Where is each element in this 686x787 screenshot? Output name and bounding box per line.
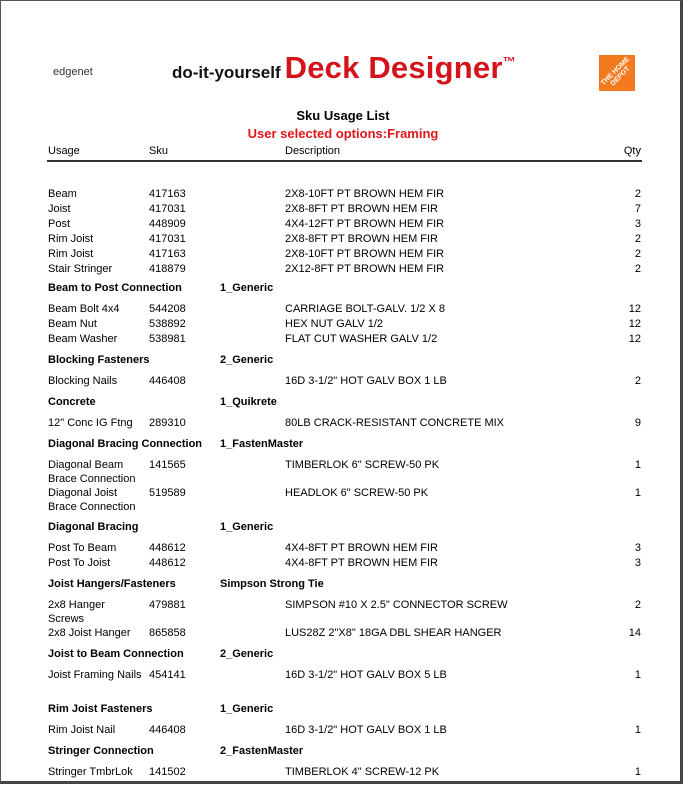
group-brand: 2_Generic bbox=[220, 354, 274, 366]
sku-cell: 289310 bbox=[149, 417, 186, 429]
qty-cell: 2 bbox=[634, 233, 641, 245]
qty-cell: 2 bbox=[634, 599, 641, 611]
logo-text: THE HOME DEPOT bbox=[599, 55, 632, 88]
edgenet-brand: edgenet bbox=[53, 66, 93, 78]
column-header-usage: Usage bbox=[48, 145, 80, 157]
qty-cell: 9 bbox=[634, 417, 641, 429]
usage-cell: Beam Washer bbox=[48, 333, 118, 345]
title-main: Deck Designer bbox=[284, 50, 503, 85]
group-name: Joist Hangers/Fasteners bbox=[48, 578, 176, 590]
title-prefix: do-it-yourself bbox=[172, 63, 281, 82]
group-brand: 2_FastenMaster bbox=[220, 745, 304, 757]
sku-cell: 448612 bbox=[149, 557, 186, 569]
sku-cell: 417163 bbox=[149, 188, 186, 200]
group-name: Rim Joist Fasteners bbox=[48, 703, 153, 715]
description-cell: 2X12-8FT PT BROWN HEM FIR bbox=[285, 263, 445, 275]
description-cell: 2X8-10FT PT BROWN HEM FIR bbox=[285, 248, 445, 260]
qty-cell: 3 bbox=[634, 557, 641, 569]
group-brand: 1_Quikrete bbox=[220, 396, 277, 408]
qty-cell: 12 bbox=[628, 333, 641, 345]
sku-cell: 141502 bbox=[149, 766, 186, 778]
group-brand: 1_FastenMaster bbox=[220, 438, 304, 450]
description-cell: SIMPSON #10 X 2.5" CONNECTOR SCREW bbox=[285, 599, 508, 611]
qty-cell: 14 bbox=[628, 627, 641, 639]
sku-cell: 446408 bbox=[149, 375, 186, 387]
description-cell: 16D 3-1/2" HOT GALV BOX 1 LB bbox=[285, 724, 447, 736]
sku-cell: 417163 bbox=[149, 248, 186, 260]
group-name: Blocking Fasteners bbox=[48, 354, 150, 366]
usage-cell: Stringer TmbrLok bbox=[48, 766, 133, 778]
usage-cell: Joist Framing Nails bbox=[48, 669, 142, 681]
usage-cell: 2x8 Hanger Screws bbox=[48, 599, 105, 625]
trademark-symbol: ™ bbox=[502, 54, 516, 69]
description-cell: 16D 3-1/2" HOT GALV BOX 5 LB bbox=[285, 669, 447, 681]
sku-cell: 454141 bbox=[149, 669, 186, 681]
qty-cell: 3 bbox=[634, 218, 641, 230]
group-brand: 2_Generic bbox=[220, 648, 274, 660]
description-cell: 4X4-12FT PT BROWN HEM FIR bbox=[285, 218, 445, 230]
usage-cell: Beam Bolt 4x4 bbox=[48, 303, 120, 315]
app-title bbox=[172, 50, 516, 86]
description-cell: 4X4-8FT PT BROWN HEM FIR bbox=[285, 542, 439, 554]
sku-cell: 538892 bbox=[149, 318, 186, 330]
usage-cell: Rim Joist Nail bbox=[48, 724, 116, 736]
description-cell: TIMBERLOK 6" SCREW-50 PK bbox=[285, 459, 440, 471]
description-cell: 2X8-8FT PT BROWN HEM FIR bbox=[285, 233, 439, 245]
qty-cell: 2 bbox=[634, 248, 641, 260]
report-title: Sku Usage List bbox=[296, 108, 390, 123]
usage-cell: Post bbox=[48, 218, 71, 230]
sku-cell: 448612 bbox=[149, 542, 186, 554]
usage-cell: Beam Nut bbox=[48, 318, 97, 330]
sku-cell: 865858 bbox=[149, 627, 186, 639]
usage-cell: Diagonal Joist Brace Connection bbox=[48, 487, 136, 513]
qty-cell: 1 bbox=[634, 669, 641, 681]
qty-cell: 1 bbox=[634, 724, 641, 736]
group-name: Stringer Connection bbox=[48, 745, 154, 757]
usage-cell: Stair Stringer bbox=[48, 263, 113, 275]
description-cell: 4X4-8FT PT BROWN HEM FIR bbox=[285, 557, 439, 569]
qty-cell: 3 bbox=[634, 542, 641, 554]
sku-cell: 479881 bbox=[149, 599, 186, 611]
usage-cell: Rim Joist bbox=[48, 233, 94, 245]
group-name: Joist to Beam Connection bbox=[48, 648, 184, 660]
column-header-description: Description bbox=[285, 145, 341, 157]
group-brand: 1_Generic bbox=[220, 521, 274, 533]
qty-cell: 7 bbox=[634, 203, 641, 215]
description-cell: 16D 3-1/2" HOT GALV BOX 1 LB bbox=[285, 375, 447, 387]
usage-cell: Diagonal Beam Brace Connection bbox=[48, 459, 136, 485]
qty-cell: 2 bbox=[634, 375, 641, 387]
description-cell: CARRIAGE BOLT-GALV. 1/2 X 8 bbox=[285, 303, 445, 315]
group-brand: Simpson Strong Tie bbox=[220, 578, 324, 590]
description-cell: 2X8-10FT PT BROWN HEM FIR bbox=[285, 188, 445, 200]
group-brand: 1_Generic bbox=[220, 703, 274, 715]
sku-cell: 448909 bbox=[149, 218, 186, 230]
usage-cell: Blocking Nails bbox=[48, 375, 118, 387]
description-cell: HEX NUT GALV 1/2 bbox=[285, 318, 384, 330]
header-rule bbox=[47, 160, 642, 162]
description-cell: 80LB CRACK-RESISTANT CONCRETE MIX bbox=[285, 417, 505, 429]
group-name: Diagonal Bracing bbox=[48, 521, 139, 533]
qty-cell: 2 bbox=[634, 188, 641, 200]
column-header-sku: Sku bbox=[149, 145, 168, 157]
home-depot-logo-icon bbox=[599, 55, 635, 91]
usage-cell: Post To Joist bbox=[48, 557, 111, 569]
usage-cell: 2x8 Joist Hanger bbox=[48, 627, 131, 639]
sku-cell: 446408 bbox=[149, 724, 186, 736]
usage-cell: Rim Joist bbox=[48, 248, 94, 260]
usage-cell: Post To Beam bbox=[48, 542, 117, 554]
sku-cell: 418879 bbox=[149, 263, 186, 275]
qty-cell: 1 bbox=[634, 487, 641, 499]
qty-cell: 12 bbox=[628, 303, 641, 315]
report-subtitle: User selected options:Framing bbox=[247, 126, 439, 141]
sku-cell: 417031 bbox=[149, 203, 186, 215]
sku-cell: 544208 bbox=[149, 303, 186, 315]
sku-cell: 519589 bbox=[149, 487, 186, 499]
description-cell: TIMBERLOK 4" SCREW-12 PK bbox=[285, 766, 440, 778]
sku-cell: 538981 bbox=[149, 333, 186, 345]
group-name: Concrete bbox=[48, 396, 96, 408]
usage-cell: Joist bbox=[48, 203, 71, 215]
qty-cell: 1 bbox=[634, 459, 641, 471]
qty-cell: 2 bbox=[634, 263, 641, 275]
column-header-qty: Qty bbox=[623, 145, 641, 157]
description-cell: 2X8-8FT PT BROWN HEM FIR bbox=[285, 203, 439, 215]
usage-cell: 12" Conc IG Ftng bbox=[48, 417, 133, 429]
group-name: Diagonal Bracing Connection bbox=[48, 438, 203, 450]
description-cell: FLAT CUT WASHER GALV 1/2 bbox=[285, 333, 438, 345]
group-name: Beam to Post Connection bbox=[48, 282, 182, 294]
qty-cell: 12 bbox=[628, 318, 641, 330]
sku-cell: 417031 bbox=[149, 233, 186, 245]
usage-cell: Beam bbox=[48, 188, 77, 200]
description-cell: LUS28Z 2"X8" 18GA DBL SHEAR HANGER bbox=[285, 627, 502, 639]
group-brand: 1_Generic bbox=[220, 282, 274, 294]
sku-cell: 141565 bbox=[149, 459, 186, 471]
qty-cell: 1 bbox=[634, 766, 641, 778]
description-cell: HEADLOK 6" SCREW-50 PK bbox=[285, 487, 429, 499]
